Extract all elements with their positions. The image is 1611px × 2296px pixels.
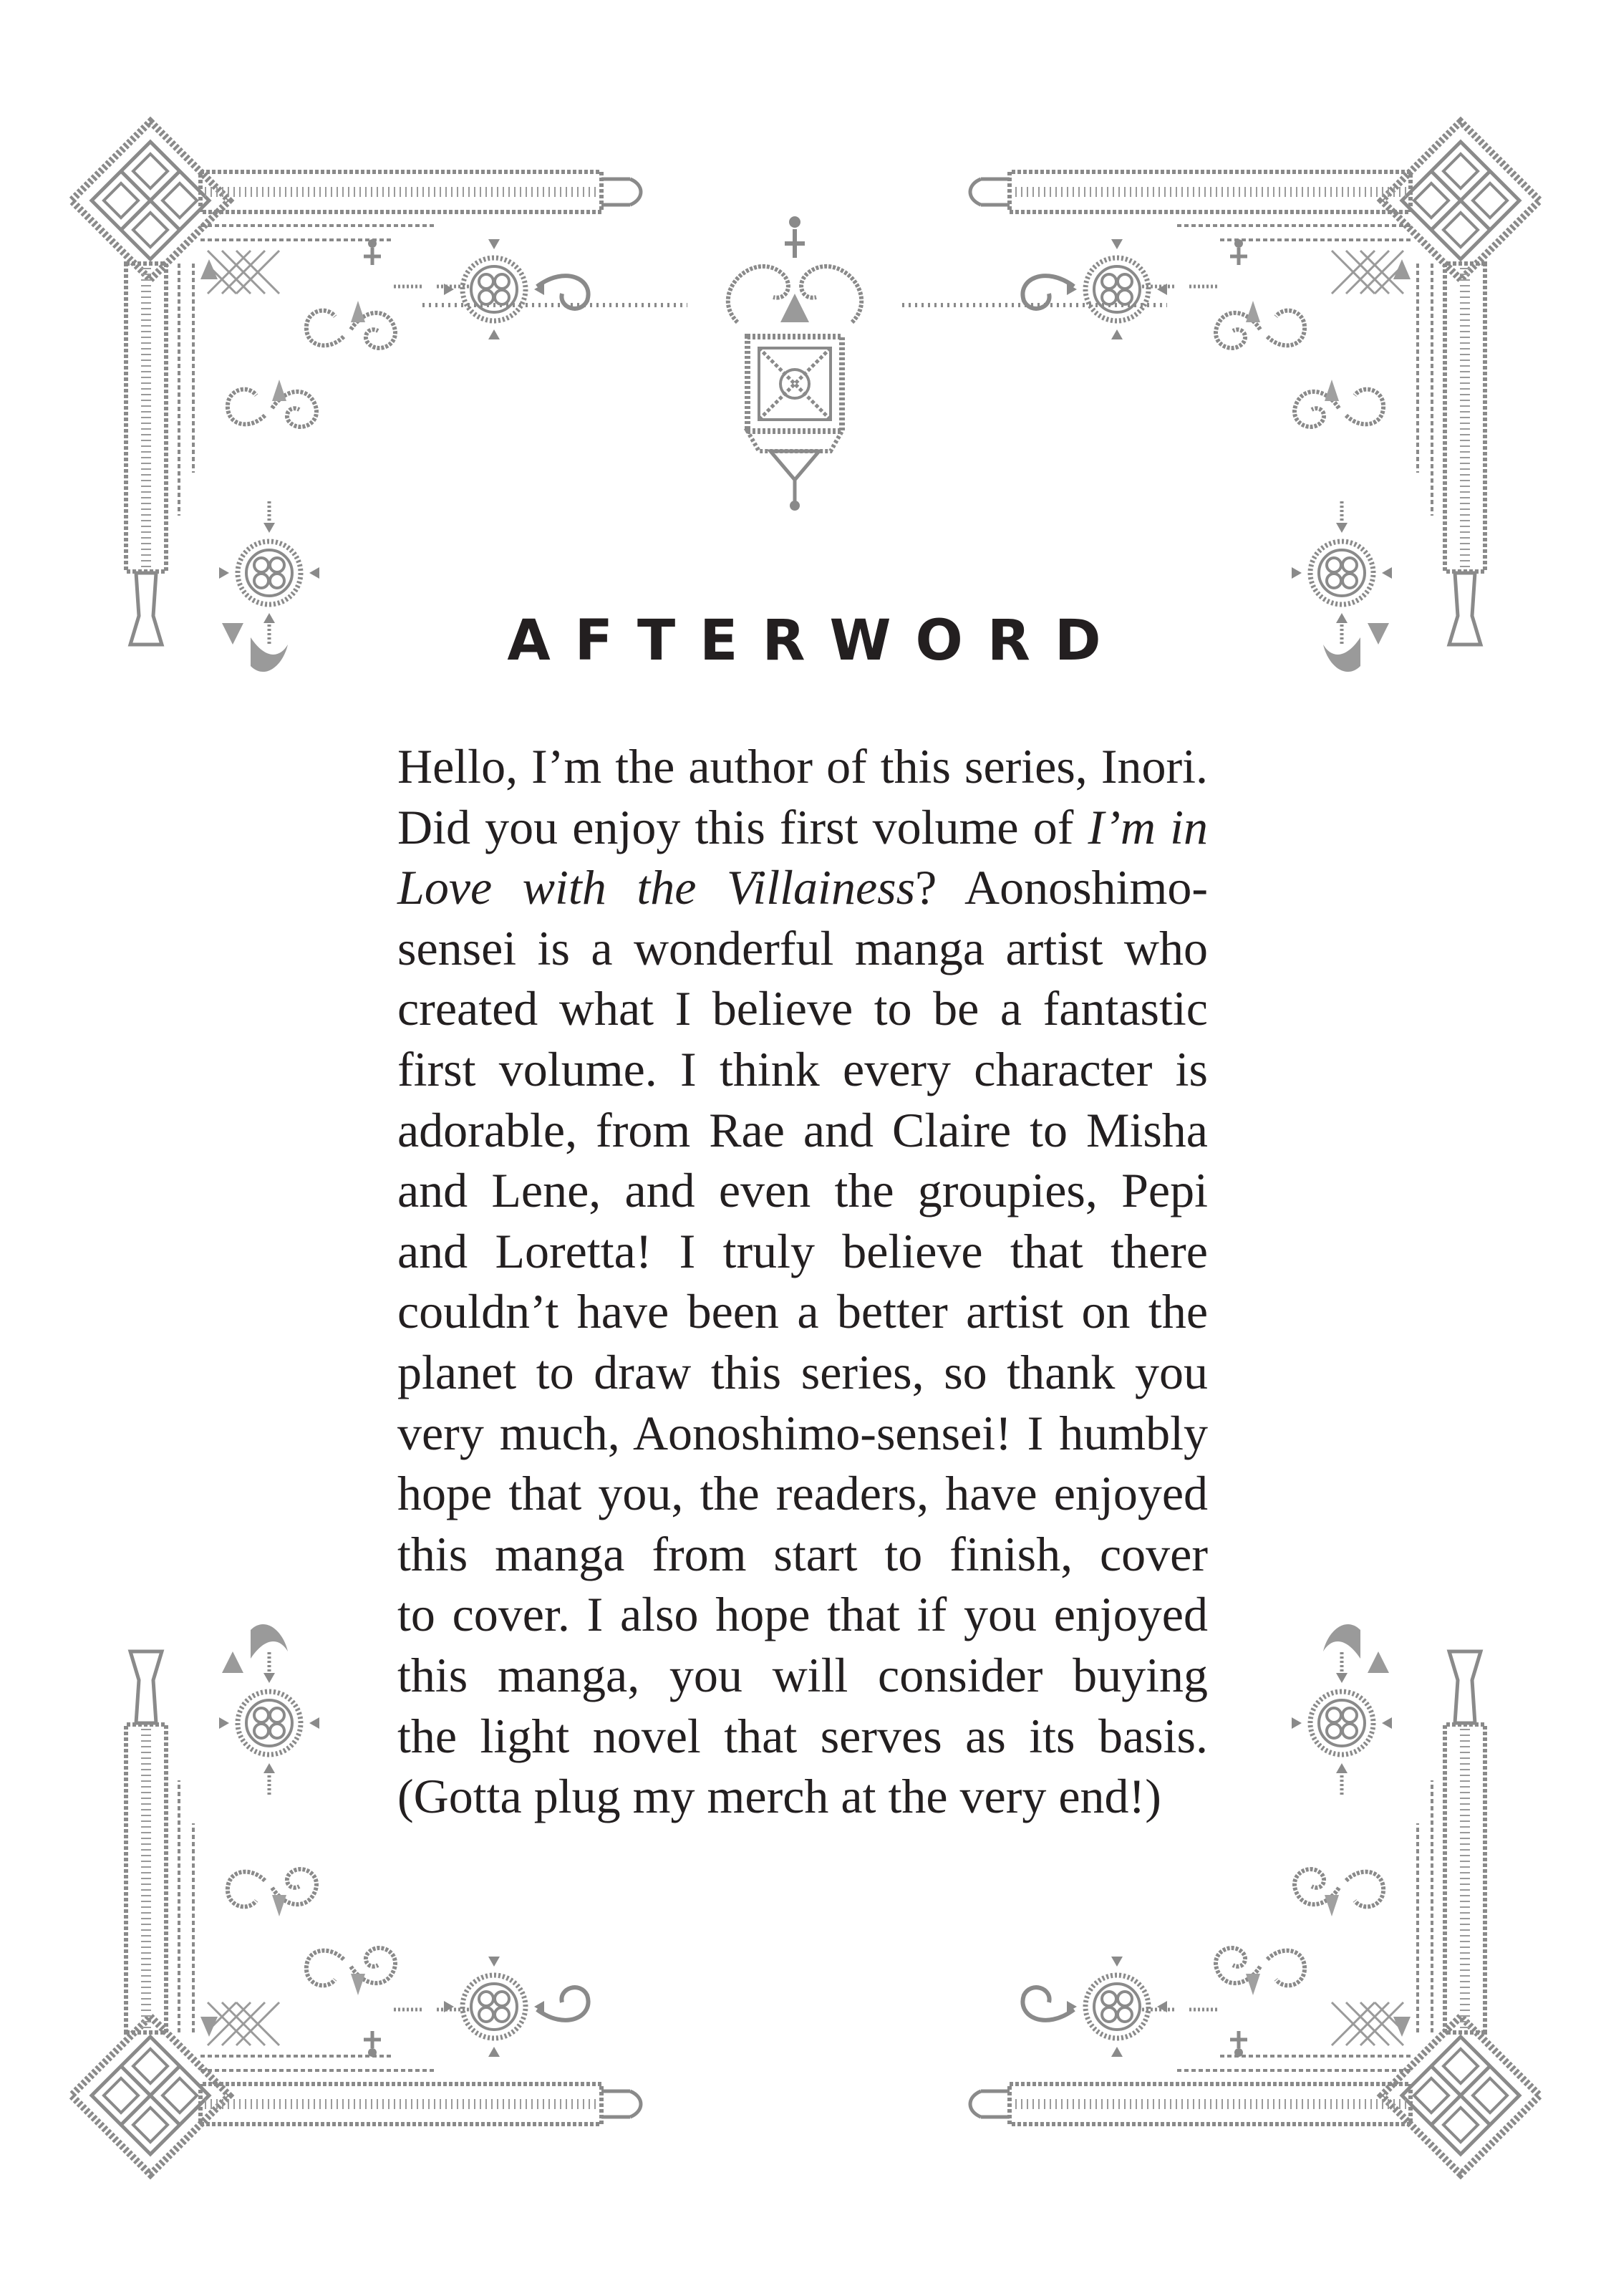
body-line: the light novel that serves as its basis. — [397, 1708, 1208, 1763]
body-line: Love with the Villainess? Aonoshimo- — [397, 860, 1208, 915]
ornate-corner-top-right — [970, 122, 1539, 672]
body-line: sensei is a wonderful manga artist who — [397, 920, 1208, 975]
body-line: hope that you, the readers, have enjoyed — [397, 1466, 1208, 1521]
body-line: adorable, from Rae and Claire to Misha — [397, 1102, 1208, 1157]
body-line: Did you enjoy this first volume of I’m in — [397, 799, 1208, 854]
body-line: planet to draw this series, so thank you — [397, 1344, 1208, 1399]
body-line: this manga from start to finish, cover — [397, 1526, 1208, 1581]
body-line: (Gotta plug my merch at the very end!) — [397, 1769, 1161, 1824]
body-line: couldn’t have been a better artist on the — [397, 1284, 1208, 1339]
body-line: this manga, you will consider buying — [397, 1647, 1208, 1702]
book-title-part: I’m in — [1088, 799, 1208, 854]
body-line: and Loretta! I truly believe that there — [397, 1223, 1208, 1278]
body-line: to cover. I also hope that if you enjoyed — [397, 1587, 1208, 1642]
body-line: first volume. I think every character is — [397, 1041, 1208, 1096]
afterword-body — [397, 736, 1208, 1827]
body-line: very much, Aonoshimo-sensei! I humbly — [397, 1405, 1208, 1460]
ornate-pendant-top-center — [422, 216, 1167, 511]
ornate-corner-top-left — [72, 122, 641, 672]
page-title: AFTERWORD — [507, 609, 1126, 673]
book-title-part: Love with the Villainess — [397, 860, 916, 915]
body-line: created what I believe to be a fantastic — [397, 981, 1208, 1036]
body-line: Hello, I’m the author of this series, Inori. — [397, 739, 1208, 794]
body-line: and Lene, and even the groupies, Pepi — [397, 1163, 1208, 1218]
